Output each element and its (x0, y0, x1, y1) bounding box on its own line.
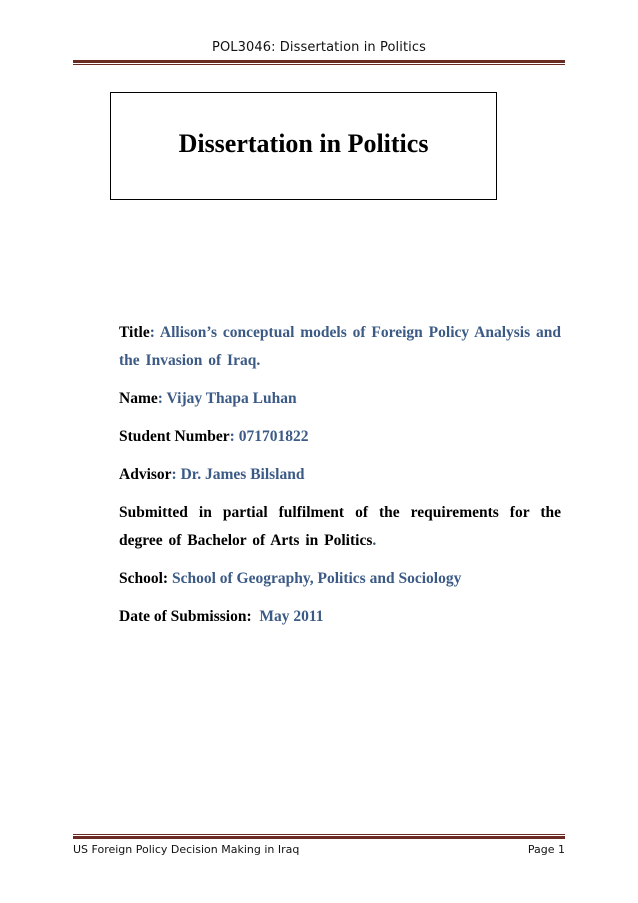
page-number: Page 1 (527, 843, 565, 856)
date-line (119, 603, 561, 631)
header-rule-thin (73, 64, 565, 65)
student-number-label: Student Number (119, 428, 230, 445)
footer-rule-thin (73, 834, 565, 835)
title-value: Allison’s conceptual models of Foreign Policy Analysis and the Invasion of Iraq. (119, 324, 562, 369)
school-value: School of Geography, Politics and Sociology (171, 570, 462, 587)
header-rule-thick (73, 60, 565, 63)
footer-rule-thick (73, 836, 565, 839)
advisor-label: Advisor (119, 466, 172, 483)
student-number-line (119, 423, 561, 451)
date-label: Date of Submission: (119, 608, 252, 625)
name-colon: : (157, 390, 167, 407)
title-colon: : (149, 324, 160, 341)
title-box (110, 92, 497, 200)
student-number-colon: : (229, 428, 239, 445)
dissertation-heading: Dissertation in Politics (178, 129, 429, 158)
date-value: May 2011 (259, 608, 324, 625)
advisor-value: Dr. James Bilsland (180, 466, 305, 483)
submission-period: . (372, 532, 377, 549)
name-label: Name (119, 390, 158, 407)
name-value: Vijay Thapa Luhan (166, 390, 297, 407)
footer-running-title: US Foreign Policy Decision Making in Iraq (73, 843, 300, 856)
submission-statement: Submitted in partial fulfilment of the requirements for the degree of Bachelor of Arts in Politics (119, 504, 561, 549)
school-line (119, 565, 561, 593)
advisor-colon: : (171, 466, 181, 483)
student-number-value: 071701822 (238, 428, 309, 445)
running-header-title: POL3046: Dissertation in Politics (212, 40, 426, 55)
dissertation-details (119, 319, 561, 641)
submission-statement-line (119, 499, 561, 555)
advisor-line (119, 461, 561, 489)
title-label: Title (119, 324, 150, 341)
name-line (119, 385, 561, 413)
school-label: School: (119, 570, 169, 587)
title-line (119, 319, 561, 375)
